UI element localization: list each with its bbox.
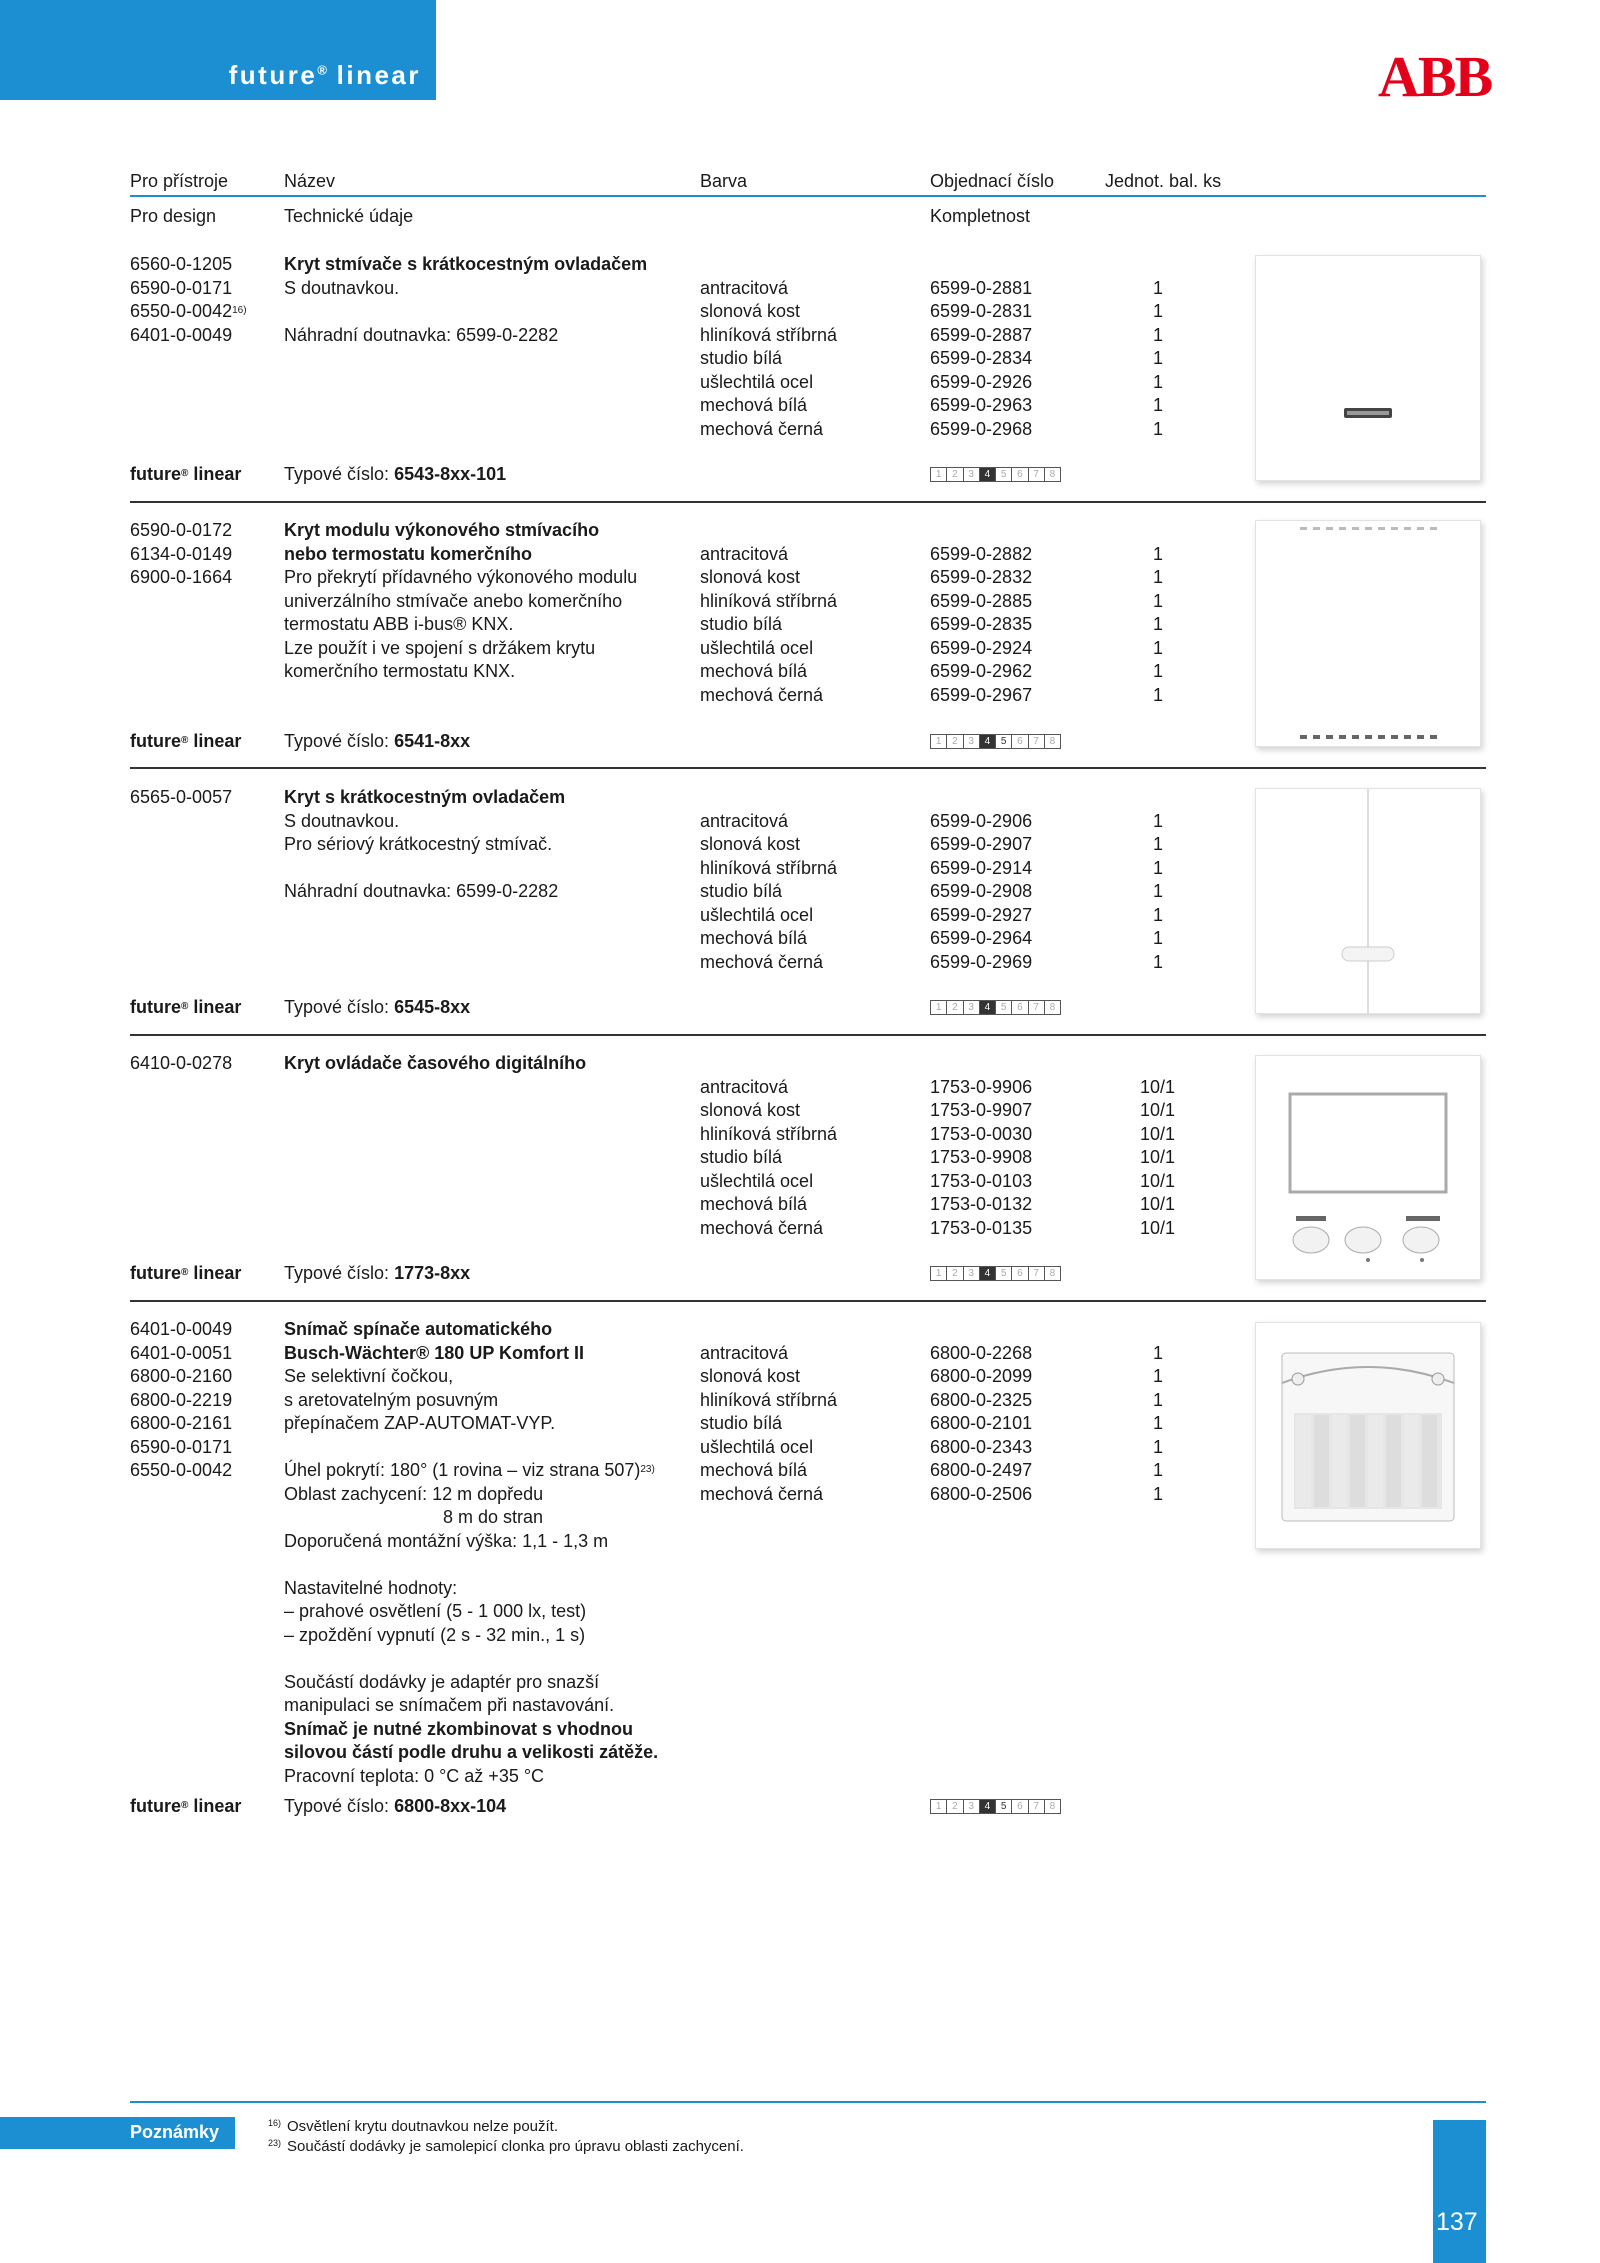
color-name: studio bílá bbox=[700, 614, 783, 634]
grade-cell: 8 bbox=[1044, 467, 1061, 482]
footnote: $^{23)}$ Součástí dodávky je samolepicí clonka pro úpravu oblasti zachycení. bbox=[268, 2138, 744, 2155]
grade-cell: 4 bbox=[979, 1266, 996, 1281]
device-code: 6590-0-0171 bbox=[130, 277, 233, 298]
product-description: Náhradní doutnavka: 6599-0-2282 bbox=[284, 324, 559, 345]
pack-quantity: 1 bbox=[1153, 277, 1164, 298]
grade-cell: 3 bbox=[963, 1000, 980, 1015]
grade-cell: 4 bbox=[979, 734, 996, 749]
section-divider bbox=[130, 767, 1486, 769]
type-number: Typové číslo: 1773-8xx bbox=[284, 1263, 471, 1283]
device-code: 6401-0-0049 bbox=[130, 324, 233, 345]
order-number: 6599-0-2885 bbox=[930, 590, 1033, 611]
indicator-lamp-icon bbox=[1256, 256, 1480, 480]
order-number: 1753-0-0132 bbox=[930, 1194, 1033, 1214]
product-description: nebo termostatu komerčního bbox=[284, 543, 533, 564]
device-code: 6401-0-0049 bbox=[130, 1319, 233, 1339]
pack-quantity: 1 bbox=[1153, 1342, 1164, 1363]
grade-cell: 8 bbox=[1044, 1266, 1061, 1281]
grade-cell: 8 bbox=[1044, 1799, 1061, 1814]
order-number: 6599-0-2914 bbox=[930, 857, 1033, 878]
device-code: 6134-0-0149 bbox=[130, 543, 233, 564]
order-number: 6599-0-2835 bbox=[930, 614, 1033, 634]
color-name: antracitová bbox=[700, 810, 789, 831]
order-number: 6800-0-2101 bbox=[930, 1413, 1033, 1433]
grade-cell: 2 bbox=[946, 1000, 963, 1015]
order-number: 6599-0-2963 bbox=[930, 395, 1033, 415]
color-name: mechová bílá bbox=[700, 661, 808, 681]
type-number: Typové číslo: 6545-8xx bbox=[284, 997, 471, 1017]
pack-quantity: 1 bbox=[1153, 1436, 1164, 1457]
order-number: 6599-0-2907 bbox=[930, 834, 1033, 854]
device-code: 6900-0-1664 bbox=[130, 567, 233, 587]
grade-scale bbox=[930, 1000, 1060, 1015]
device-code: 6590-0-0172 bbox=[130, 520, 233, 540]
order-number: 6599-0-2969 bbox=[930, 951, 1033, 972]
product-description: 8 m do stran bbox=[443, 1507, 544, 1527]
order-number: 1753-0-0103 bbox=[930, 1170, 1033, 1191]
grade-cell: 5 bbox=[995, 1799, 1012, 1814]
grade-cell: 3 bbox=[963, 734, 980, 749]
pack-quantity: 1 bbox=[1153, 1389, 1164, 1410]
product-name: Kryt modulu výkonového stmívacího bbox=[284, 520, 600, 540]
color-name: ušlechtilá ocel bbox=[700, 1170, 814, 1191]
grade-cell: 4 bbox=[979, 1799, 996, 1814]
notes-label: Poznámky bbox=[130, 2122, 220, 2142]
grade-scale bbox=[930, 467, 1060, 482]
order-number: 6800-0-2497 bbox=[930, 1460, 1033, 1480]
order-number: 6599-0-2831 bbox=[930, 301, 1033, 321]
product-description: Součástí dodávky je adaptér pro snazší bbox=[284, 1671, 600, 1692]
grade-cell: 8 bbox=[1044, 734, 1061, 749]
col-pro-design: Pro design bbox=[130, 206, 217, 226]
order-number: 6599-0-2882 bbox=[930, 543, 1033, 564]
col-kompletnost: Kompletnost bbox=[930, 206, 1031, 226]
color-name: mechová černá bbox=[700, 1217, 824, 1238]
order-number: 6800-0-2268 bbox=[930, 1342, 1033, 1363]
device-code: 6560-0-1205 bbox=[130, 254, 233, 274]
pack-quantity: 1 bbox=[1153, 543, 1164, 564]
color-name: mechová černá bbox=[700, 1483, 824, 1504]
color-name: studio bílá bbox=[700, 1413, 783, 1433]
grade-cell: 2 bbox=[946, 734, 963, 749]
header-banner bbox=[0, 0, 436, 100]
product-name: Snímač spínače automatického bbox=[284, 1319, 553, 1339]
pack-quantity: 10/1 bbox=[1140, 1076, 1176, 1097]
grade-cell: 7 bbox=[1028, 467, 1045, 482]
color-name: hliníková stříbrná bbox=[700, 324, 838, 345]
product-name: Kryt ovládače časového digitálního bbox=[284, 1053, 587, 1073]
product-description: silovou částí podle druhu a velikosti zátěže. bbox=[284, 1742, 659, 1762]
order-number: 1753-0-9908 bbox=[930, 1147, 1033, 1167]
grade-cell: 5 bbox=[995, 1266, 1012, 1281]
product-image-two-gang-rocker-cover bbox=[1255, 788, 1481, 1014]
grade-cell: 4 bbox=[979, 1000, 996, 1015]
product-description: manipulaci se snímačem při nastavování. bbox=[284, 1695, 615, 1715]
product-description: S doutnavkou. bbox=[284, 277, 400, 298]
product-description: Náhradní doutnavka: 6599-0-2282 bbox=[284, 881, 559, 901]
device-code: 6590-0-0171 bbox=[130, 1436, 233, 1457]
color-name: mechová bílá bbox=[700, 1460, 808, 1480]
col-barva: Barva bbox=[700, 171, 748, 191]
color-name: hliníková stříbrná bbox=[700, 1389, 838, 1410]
color-name: hliníková stříbrná bbox=[700, 590, 838, 611]
order-number: 6599-0-2962 bbox=[930, 661, 1033, 681]
order-number: 6599-0-2881 bbox=[930, 277, 1033, 298]
product-description: – zpoždění vypnutí (2 s - 32 min., 1 s) bbox=[284, 1624, 586, 1645]
type-number: Typové číslo: 6543-8xx-101 bbox=[284, 464, 507, 484]
device-code: 6550-0-0042 bbox=[130, 1460, 233, 1480]
color-name: mechová bílá bbox=[700, 395, 808, 415]
color-name: studio bílá bbox=[700, 348, 783, 368]
pack-quantity: 1 bbox=[1153, 810, 1164, 831]
type-number: Typové číslo: 6541-8xx bbox=[284, 731, 471, 751]
motion-detector-icon bbox=[1256, 1323, 1480, 1548]
product-description: přepínačem ZAP-AUTOMAT-VYP. bbox=[284, 1413, 556, 1433]
order-number: 6800-0-2343 bbox=[930, 1436, 1033, 1457]
color-name: slonová kost bbox=[700, 301, 801, 321]
product-description: termostatu ABB i-bus® KNX. bbox=[284, 614, 514, 634]
grade-cell: 6 bbox=[1011, 1000, 1028, 1015]
vent-slots-icon bbox=[1256, 521, 1480, 746]
order-number: 6599-0-2927 bbox=[930, 904, 1033, 925]
product-image-power-module-cover-with-vents bbox=[1255, 520, 1481, 747]
product-image-digital-timer-cover bbox=[1255, 1055, 1481, 1280]
grade-scale bbox=[930, 734, 1060, 749]
order-number: 6599-0-2964 bbox=[930, 928, 1033, 948]
product-description: Úhel pokrytí: 180° (1 rovina – viz strana 507)$^{23)}$ bbox=[284, 1460, 655, 1480]
grade-cell: 1 bbox=[930, 1000, 947, 1015]
color-name: hliníková stříbrná bbox=[700, 1123, 838, 1144]
order-number: 6599-0-2908 bbox=[930, 881, 1033, 901]
pack-quantity: 1 bbox=[1153, 661, 1164, 681]
color-name: antracitová bbox=[700, 543, 789, 564]
product-description: Oblast zachycení: 12 m dopředu bbox=[284, 1483, 544, 1504]
product-description: Nastavitelné hodnoty: bbox=[284, 1577, 458, 1598]
grade-cell: 1 bbox=[930, 1266, 947, 1281]
color-name: antracitová bbox=[700, 1342, 789, 1363]
grade-cell: 2 bbox=[946, 467, 963, 482]
pack-quantity: 10/1 bbox=[1140, 1147, 1176, 1167]
pack-quantity: 1 bbox=[1153, 637, 1164, 658]
pack-quantity: 1 bbox=[1153, 371, 1164, 392]
pack-quantity: 1 bbox=[1153, 834, 1164, 854]
grade-cell: 6 bbox=[1011, 1266, 1028, 1281]
order-number: 6599-0-2967 bbox=[930, 684, 1033, 705]
section-divider bbox=[130, 1300, 1486, 1302]
pack-quantity: 1 bbox=[1153, 614, 1164, 634]
device-code: 6401-0-0051 bbox=[130, 1342, 233, 1363]
color-name: slonová kost bbox=[700, 567, 801, 587]
col-nazev: Název bbox=[284, 171, 336, 191]
grade-cell: 2 bbox=[946, 1799, 963, 1814]
product-description: – prahové osvětlení (5 - 1 000 lx, test) bbox=[284, 1601, 587, 1621]
product-description: Doporučená montážní výška: 1,1 - 1,3 m bbox=[284, 1530, 609, 1551]
order-number: 1753-0-9907 bbox=[930, 1100, 1033, 1120]
header-divider bbox=[130, 195, 1486, 197]
pack-quantity: 1 bbox=[1153, 857, 1164, 878]
pack-quantity: 1 bbox=[1153, 567, 1164, 587]
color-name: ušlechtilá ocel bbox=[700, 904, 814, 925]
grade-cell: 7 bbox=[1028, 734, 1045, 749]
pack-quantity: 1 bbox=[1153, 881, 1164, 901]
grade-scale bbox=[930, 1266, 1060, 1281]
color-name: ušlechtilá ocel bbox=[700, 371, 814, 392]
col-technicke: Technické údaje bbox=[284, 206, 414, 226]
product-description: Pracovní teplota: 0 °C až +35 °C bbox=[284, 1765, 545, 1786]
grade-cell: 3 bbox=[963, 1266, 980, 1281]
order-number: 6599-0-2924 bbox=[930, 637, 1033, 658]
grade-cell: 3 bbox=[963, 1799, 980, 1814]
type-number: Typové číslo: 6800-8xx-104 bbox=[284, 1796, 507, 1816]
series-title: future® linear bbox=[228, 60, 421, 90]
grade-cell: 5 bbox=[995, 467, 1012, 482]
grade-cell: 5 bbox=[995, 734, 1012, 749]
grade-cell: 4 bbox=[979, 467, 996, 482]
order-number: 6599-0-2887 bbox=[930, 324, 1033, 345]
pack-quantity: 1 bbox=[1153, 928, 1164, 948]
col-jednot: Jednot. bal. ks bbox=[1105, 171, 1222, 191]
page-number-box bbox=[1433, 2120, 1486, 2263]
pack-quantity: 1 bbox=[1153, 1460, 1164, 1480]
section-divider bbox=[130, 1034, 1486, 1036]
grade-cell: 3 bbox=[963, 467, 980, 482]
product-image-dimmer-cover-with-indicator-lamp bbox=[1255, 255, 1481, 481]
col-objednaci: Objednací číslo bbox=[930, 171, 1055, 191]
abb-logo: ABB bbox=[1378, 44, 1492, 109]
order-number: 6599-0-2834 bbox=[930, 348, 1033, 368]
device-code: 6800-0-2219 bbox=[130, 1389, 233, 1410]
order-number: 6599-0-2926 bbox=[930, 371, 1033, 392]
order-number: 1753-0-0030 bbox=[930, 1123, 1033, 1144]
color-name: slonová kost bbox=[700, 834, 801, 854]
grade-cell: 1 bbox=[930, 734, 947, 749]
order-number: 6599-0-2906 bbox=[930, 810, 1033, 831]
pack-quantity: 1 bbox=[1153, 348, 1164, 368]
product-name: Kryt stmívače s krátkocestným ovladačem bbox=[284, 254, 648, 274]
pack-quantity: 1 bbox=[1153, 590, 1164, 611]
color-name: mechová černá bbox=[700, 418, 824, 439]
color-name: studio bílá bbox=[700, 1147, 783, 1167]
color-name: mechová černá bbox=[700, 951, 824, 972]
order-number: 1753-0-9906 bbox=[930, 1076, 1033, 1097]
device-code: 6565-0-0057 bbox=[130, 787, 233, 807]
two-rocker-icon bbox=[1256, 789, 1480, 1013]
pack-quantity: 10/1 bbox=[1140, 1123, 1176, 1144]
pack-quantity: 1 bbox=[1153, 951, 1164, 972]
color-name: mechová bílá bbox=[700, 1194, 808, 1214]
pack-quantity: 10/1 bbox=[1140, 1170, 1176, 1191]
series-label: future® linear bbox=[130, 731, 242, 751]
grade-cell: 7 bbox=[1028, 1000, 1045, 1015]
device-code: 6550-0-0042$^{16)}$ bbox=[130, 301, 247, 321]
pack-quantity: 10/1 bbox=[1140, 1100, 1176, 1120]
series-label: future® linear bbox=[130, 464, 242, 484]
footer-divider bbox=[130, 2101, 1486, 2103]
product-description: S doutnavkou. bbox=[284, 810, 400, 831]
series-label: future® linear bbox=[130, 1263, 242, 1283]
device-code: 6800-0-2160 bbox=[130, 1366, 233, 1386]
pack-quantity: 1 bbox=[1153, 1413, 1164, 1433]
product-name: Kryt s krátkocestným ovladačem bbox=[284, 787, 566, 807]
product-image-motion-detector-busch-waechter bbox=[1255, 1322, 1481, 1549]
product-description: univerzálního stmívače anebo komerčního bbox=[284, 590, 623, 611]
color-name: slonová kost bbox=[700, 1366, 801, 1386]
pack-quantity: 1 bbox=[1153, 1483, 1164, 1504]
footnote: $^{16)}$ Osvětlení krytu doutnavkou nelze použít. bbox=[268, 2118, 559, 2135]
color-name: ušlechtilá ocel bbox=[700, 1436, 814, 1457]
grade-cell: 7 bbox=[1028, 1266, 1045, 1281]
grade-cell: 6 bbox=[1011, 467, 1028, 482]
grade-cell: 5 bbox=[995, 1000, 1012, 1015]
product-description: Pro překrytí přídavného výkonového modulu bbox=[284, 567, 638, 587]
grade-cell: 1 bbox=[930, 467, 947, 482]
pack-quantity: 10/1 bbox=[1140, 1194, 1176, 1214]
order-number: 6800-0-2506 bbox=[930, 1483, 1033, 1504]
color-name: antracitová bbox=[700, 1076, 789, 1097]
grade-cell: 8 bbox=[1044, 1000, 1061, 1015]
pack-quantity: 1 bbox=[1153, 418, 1164, 439]
order-number: 1753-0-0135 bbox=[930, 1217, 1033, 1238]
color-name: studio bílá bbox=[700, 881, 783, 901]
grade-scale bbox=[930, 1799, 1060, 1814]
device-code: 6410-0-0278 bbox=[130, 1053, 233, 1073]
grade-cell: 1 bbox=[930, 1799, 947, 1814]
product-description: Se selektivní čočkou, bbox=[284, 1366, 454, 1386]
section-divider bbox=[130, 501, 1486, 503]
device-code: 6800-0-2161 bbox=[130, 1413, 233, 1433]
pack-quantity: 1 bbox=[1153, 324, 1164, 345]
color-name: hliníková stříbrná bbox=[700, 857, 838, 878]
order-number: 6800-0-2099 bbox=[930, 1366, 1033, 1386]
pack-quantity: 1 bbox=[1153, 395, 1164, 415]
grade-cell: 6 bbox=[1011, 734, 1028, 749]
product-description: Pro sériový krátkocestný stmívač. bbox=[284, 834, 553, 854]
pack-quantity: 10/1 bbox=[1140, 1217, 1176, 1238]
pack-quantity: 1 bbox=[1153, 1366, 1164, 1386]
col-pro-pristroje: Pro přístroje bbox=[130, 171, 229, 191]
series-label: future® linear bbox=[130, 997, 242, 1017]
product-description: s aretovatelným posuvným bbox=[284, 1389, 499, 1410]
product-description: Busch-Wächter® 180 UP Komfort II bbox=[284, 1342, 584, 1363]
order-number: 6800-0-2325 bbox=[930, 1389, 1033, 1410]
order-number: 6599-0-2968 bbox=[930, 418, 1033, 439]
color-name: mechová černá bbox=[700, 684, 824, 705]
pack-quantity: 1 bbox=[1153, 684, 1164, 705]
timer-display-icon bbox=[1256, 1056, 1480, 1279]
product-description: komerčního termostatu KNX. bbox=[284, 661, 516, 681]
color-name: slonová kost bbox=[700, 1100, 801, 1120]
product-description: Lze použít i ve spojení s držákem krytu bbox=[284, 637, 596, 658]
color-name: ušlechtilá ocel bbox=[700, 637, 814, 658]
color-name: mechová bílá bbox=[700, 928, 808, 948]
series-label: future® linear bbox=[130, 1796, 242, 1816]
page-number: 137 bbox=[1436, 2208, 1478, 2236]
grade-cell: 2 bbox=[946, 1266, 963, 1281]
grade-cell: 6 bbox=[1011, 1799, 1028, 1814]
pack-quantity: 1 bbox=[1153, 904, 1164, 925]
product-description: Snímač je nutné zkombinovat s vhodnou bbox=[284, 1718, 634, 1739]
color-name: antracitová bbox=[700, 277, 789, 298]
grade-cell: 7 bbox=[1028, 1799, 1045, 1814]
order-number: 6599-0-2832 bbox=[930, 567, 1033, 587]
pack-quantity: 1 bbox=[1153, 301, 1164, 321]
